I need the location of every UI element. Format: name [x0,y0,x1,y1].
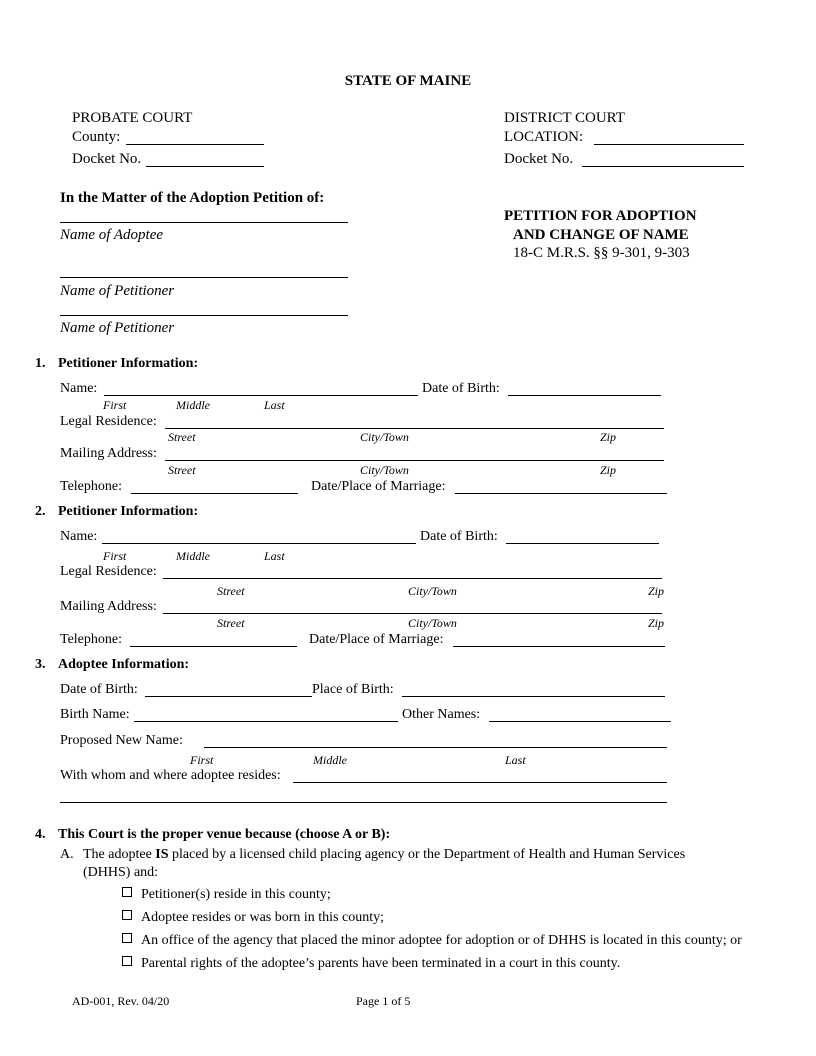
petitioner1-name-field[interactable] [60,277,348,278]
s2-name-field[interactable] [102,543,416,544]
venue-option-1-checkbox[interactable] [122,887,132,897]
s1-mailing-label: Mailing Address: [60,446,157,461]
s1-name-field[interactable] [104,395,418,396]
s2-last-hint: Last [264,549,285,563]
s3-first-hint: First [190,753,214,767]
s1-legal-city-hint: City/Town [360,430,409,444]
s2-mailing-street-hint: Street [217,616,245,630]
s1-legal-field[interactable] [165,428,664,429]
s1-legal-street-hint: Street [168,430,196,444]
s4-a-text-line2: (DHHS) and: [83,865,159,880]
s1-name-label: Name: [60,381,98,396]
s1-telephone-label: Telephone: [60,479,122,494]
probate-county-label: County: [72,129,121,145]
matter-title: In the Matter of the Adoption Petition of: [60,190,325,206]
petition-title-2: AND CHANGE OF NAME [513,227,689,243]
s1-middle-hint: Middle [176,398,210,412]
probate-docket-label: Docket No. [72,151,142,167]
s3-dob-field[interactable] [145,696,312,697]
petitioner2-name-field[interactable] [60,315,348,316]
s1-mailing-zip-hint: Zip [600,463,617,477]
s3-middle-hint: Middle [313,753,347,767]
s3-last-hint: Last [505,753,526,767]
s2-telephone-label: Telephone: [60,632,122,647]
petitioner1-name-label: Name of Petitioner [60,283,175,299]
venue-option-4-checkbox[interactable] [122,956,132,966]
s2-mailing-zip-hint: Zip [648,616,665,630]
s2-mailing-label: Mailing Address: [60,599,157,614]
district-location-field[interactable] [594,144,744,145]
s1-marriage-field[interactable] [455,493,667,494]
s2-marriage-label: Date/Place of Marriage: [309,632,444,647]
section2-number: 2. [35,504,46,519]
s1-first-hint: First [103,398,127,412]
s3-birth-name-field[interactable] [134,721,398,722]
s1-dob-field[interactable] [508,395,661,396]
s3-resides-field[interactable] [293,782,667,783]
venue-option-1-label: Petitioner(s) reside in this county; [141,887,331,902]
venue-option-2-label: Adoptee resides or was born in this county; [141,910,385,925]
s1-marriage-label: Date/Place of Marriage: [311,479,446,494]
s4-a-text [83,847,685,863]
s2-first-hint: First [103,549,127,563]
s3-resides-field-2[interactable] [60,802,667,803]
section1-number: 1. [35,356,46,371]
s1-mailing-city-hint: City/Town [360,463,409,477]
page-number: Page 1 of 5 [356,994,411,1008]
s3-birth-name-label: Birth Name: [60,707,130,722]
s3-pob-field[interactable] [402,696,665,697]
form-number: AD-001, Rev. 04/20 [72,994,170,1008]
s2-middle-hint: Middle [176,549,210,563]
state-title: STATE OF MAINE [344,73,472,89]
petition-statute: 18-C M.R.S. §§ 9-301, 9-303 [513,245,690,261]
s2-legal-street-hint: Street [217,584,245,598]
venue-option-4-label: Parental rights of the adoptee’s parents have been terminated in a court in this county. [141,956,621,971]
district-docket-label: Docket No. [504,151,574,167]
district-location-label: LOCATION: [504,129,584,145]
s3-other-names-label: Other Names: [402,707,481,722]
s1-legal-label: Legal Residence: [60,414,157,429]
venue-option-3-label: An office of the agency that placed the minor adoptee for adoption or of DHHS is located in this county; or [141,933,742,948]
s2-legal-label: Legal Residence: [60,564,157,579]
s3-other-names-field[interactable] [489,721,671,722]
s3-resides-label: With whom and where adoptee resides: [60,768,281,783]
section2-title: Petitioner Information: [58,504,199,519]
adoptee-name-label: Name of Adoptee [60,227,164,243]
probate-court-label: PROBATE COURT [72,110,193,126]
s2-dob-label: Date of Birth: [420,529,498,544]
probate-docket-field[interactable] [146,166,264,167]
s2-mailing-city-hint: City/Town [408,616,457,630]
s2-mailing-field[interactable] [163,613,662,614]
s3-pob-label: Place of Birth: [312,682,394,697]
s4-a-label: A. [60,847,74,862]
section4-number: 4. [35,827,46,842]
s2-legal-city-hint: City/Town [408,584,457,598]
s3-proposed-field[interactable] [204,747,667,748]
s1-legal-zip-hint: Zip [600,430,617,444]
s2-telephone-field[interactable] [130,646,297,647]
s2-name-label: Name: [60,529,98,544]
section3-title: Adoptee Information: [58,657,190,672]
s3-dob-label: Date of Birth: [60,682,138,697]
s2-legal-field[interactable] [163,578,662,579]
venue-option-2-checkbox[interactable] [122,910,132,920]
adoptee-name-field[interactable] [60,222,348,223]
petition-title-1: PETITION FOR ADOPTION [504,208,697,224]
s2-dob-field[interactable] [506,543,659,544]
section4-title: This Court is the proper venue because (choose A or B): [58,827,391,842]
section3-number: 3. [35,657,46,672]
s1-telephone-field[interactable] [131,493,298,494]
s3-proposed-label: Proposed New Name: [60,733,183,748]
s4-a-text-bold: IS [155,847,169,862]
section1-title: Petitioner Information: [58,356,199,371]
s1-last-hint: Last [264,398,285,412]
s1-mailing-street-hint: Street [168,463,196,477]
venue-option-3-checkbox[interactable] [122,933,132,943]
s1-dob-label: Date of Birth: [422,381,500,396]
probate-county-field[interactable] [126,144,264,145]
district-docket-field[interactable] [582,166,744,167]
petitioner2-name-label: Name of Petitioner [60,320,175,336]
s4-a-text-post: placed by a licensed child placing agency or the Department of Health and Human Services [168,847,686,862]
s2-marriage-field[interactable] [453,646,665,647]
s2-legal-zip-hint: Zip [648,584,665,598]
s4-a-text-pre: The adoptee [83,847,156,862]
s1-mailing-field[interactable] [165,460,664,461]
district-court-label: DISTRICT COURT [504,110,625,126]
